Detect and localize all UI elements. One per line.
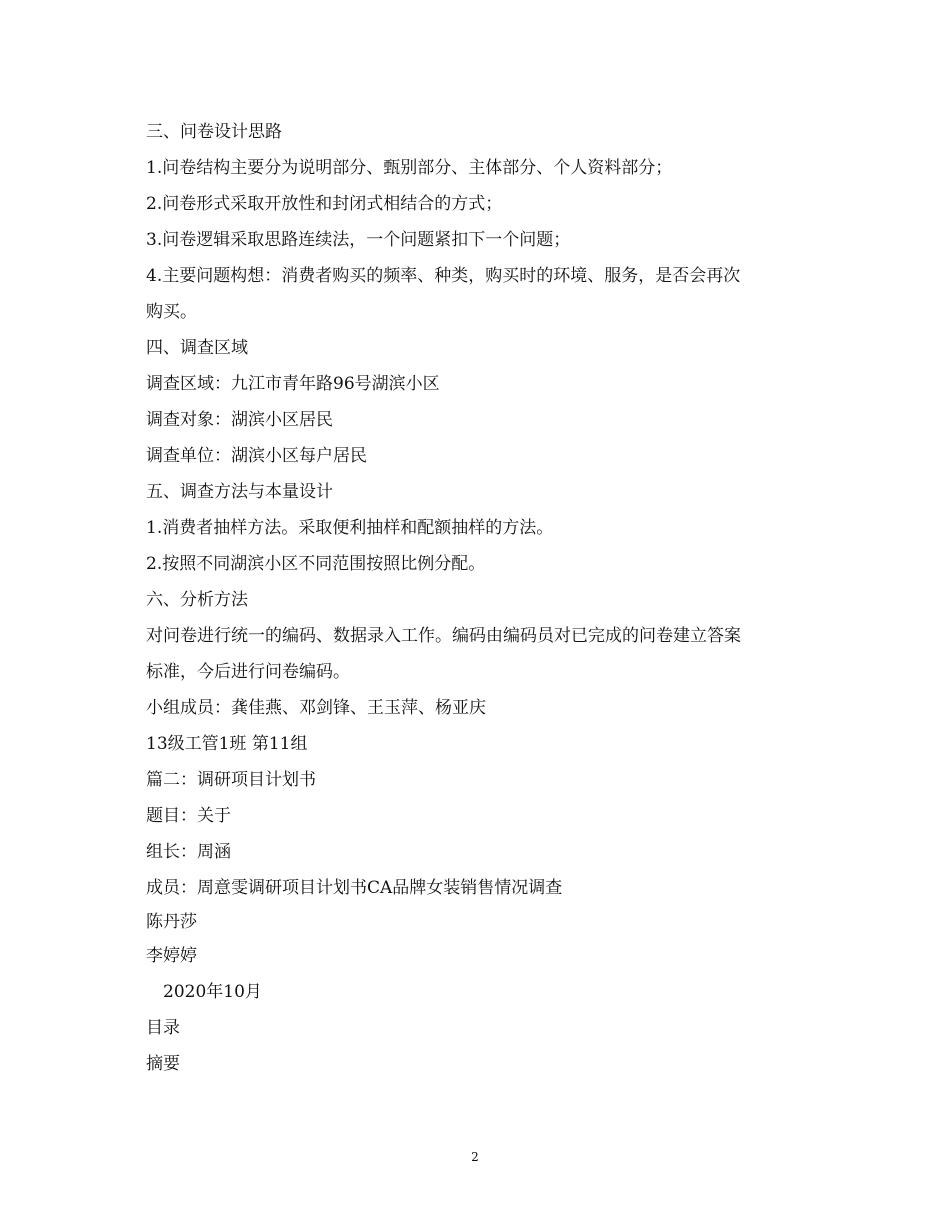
paragraph-line: 对问卷进行统一的编码、数据录入工作。编码由编码员对已完成的问卷建立答案 [146, 626, 741, 646]
paragraph-line: 小组成员：龚佳燕、邓剑锋、王玉萍、杨亚庆 [146, 698, 486, 718]
paragraph-line: 题目：关于 [146, 806, 231, 826]
section-heading: 六、分析方法 [146, 590, 248, 610]
page-number: 2 [471, 1150, 479, 1164]
list-item: 1.消费者抽样方法。采取便利抽样和配额抽样的方法。 [146, 518, 554, 538]
list-item: 2.问卷形式采取开放性和封闭式相结合的方式； [146, 194, 503, 214]
date-line: 2020年10月 [163, 982, 262, 1002]
list-item: 4.主要问题构想：消费者购买的频率、种类，购买时的环境、服务，是否会再次 [146, 266, 741, 286]
paragraph-line: 李婷婷 [146, 946, 197, 966]
paragraph-line: 调查对象：湖滨小区居民 [146, 410, 333, 430]
paragraph-line: 调查区域：九江市青年路96号湖滨小区 [146, 374, 440, 394]
toc-heading: 目录 [146, 1018, 180, 1038]
paragraph-line: 调查单位：湖滨小区每户居民 [146, 446, 367, 466]
list-item: 2.按照不同湖滨小区不同范围按照比例分配。 [146, 554, 486, 574]
paragraph-line: 13级工管1班 第11组 [146, 734, 308, 754]
list-item: 3.问卷逻辑采取思路连续法，一个问题紧扣下一个问题； [146, 230, 571, 250]
paragraph-line: 成员：周意雯调研项目计划书CA品牌女装销售情况调查 [146, 878, 563, 898]
paragraph-line: 陈丹莎 [146, 912, 197, 932]
document-body [146, 114, 806, 1082]
chapter-heading: 篇二：调研项目计划书 [146, 770, 316, 790]
paragraph-line: 组长：周涵 [146, 842, 231, 862]
section-heading: 三、问卷设计思路 [146, 122, 282, 142]
list-item-continuation: 购买。 [146, 302, 197, 322]
abstract-heading: 摘要 [146, 1054, 180, 1074]
section-heading: 五、调查方法与本量设计 [146, 482, 333, 502]
list-item: 1.问卷结构主要分为说明部分、甄别部分、主体部分、个人资料部分； [146, 158, 673, 178]
section-heading: 四、调查区域 [146, 338, 248, 358]
paragraph-continuation: 标准，今后进行问卷编码。 [146, 662, 350, 682]
